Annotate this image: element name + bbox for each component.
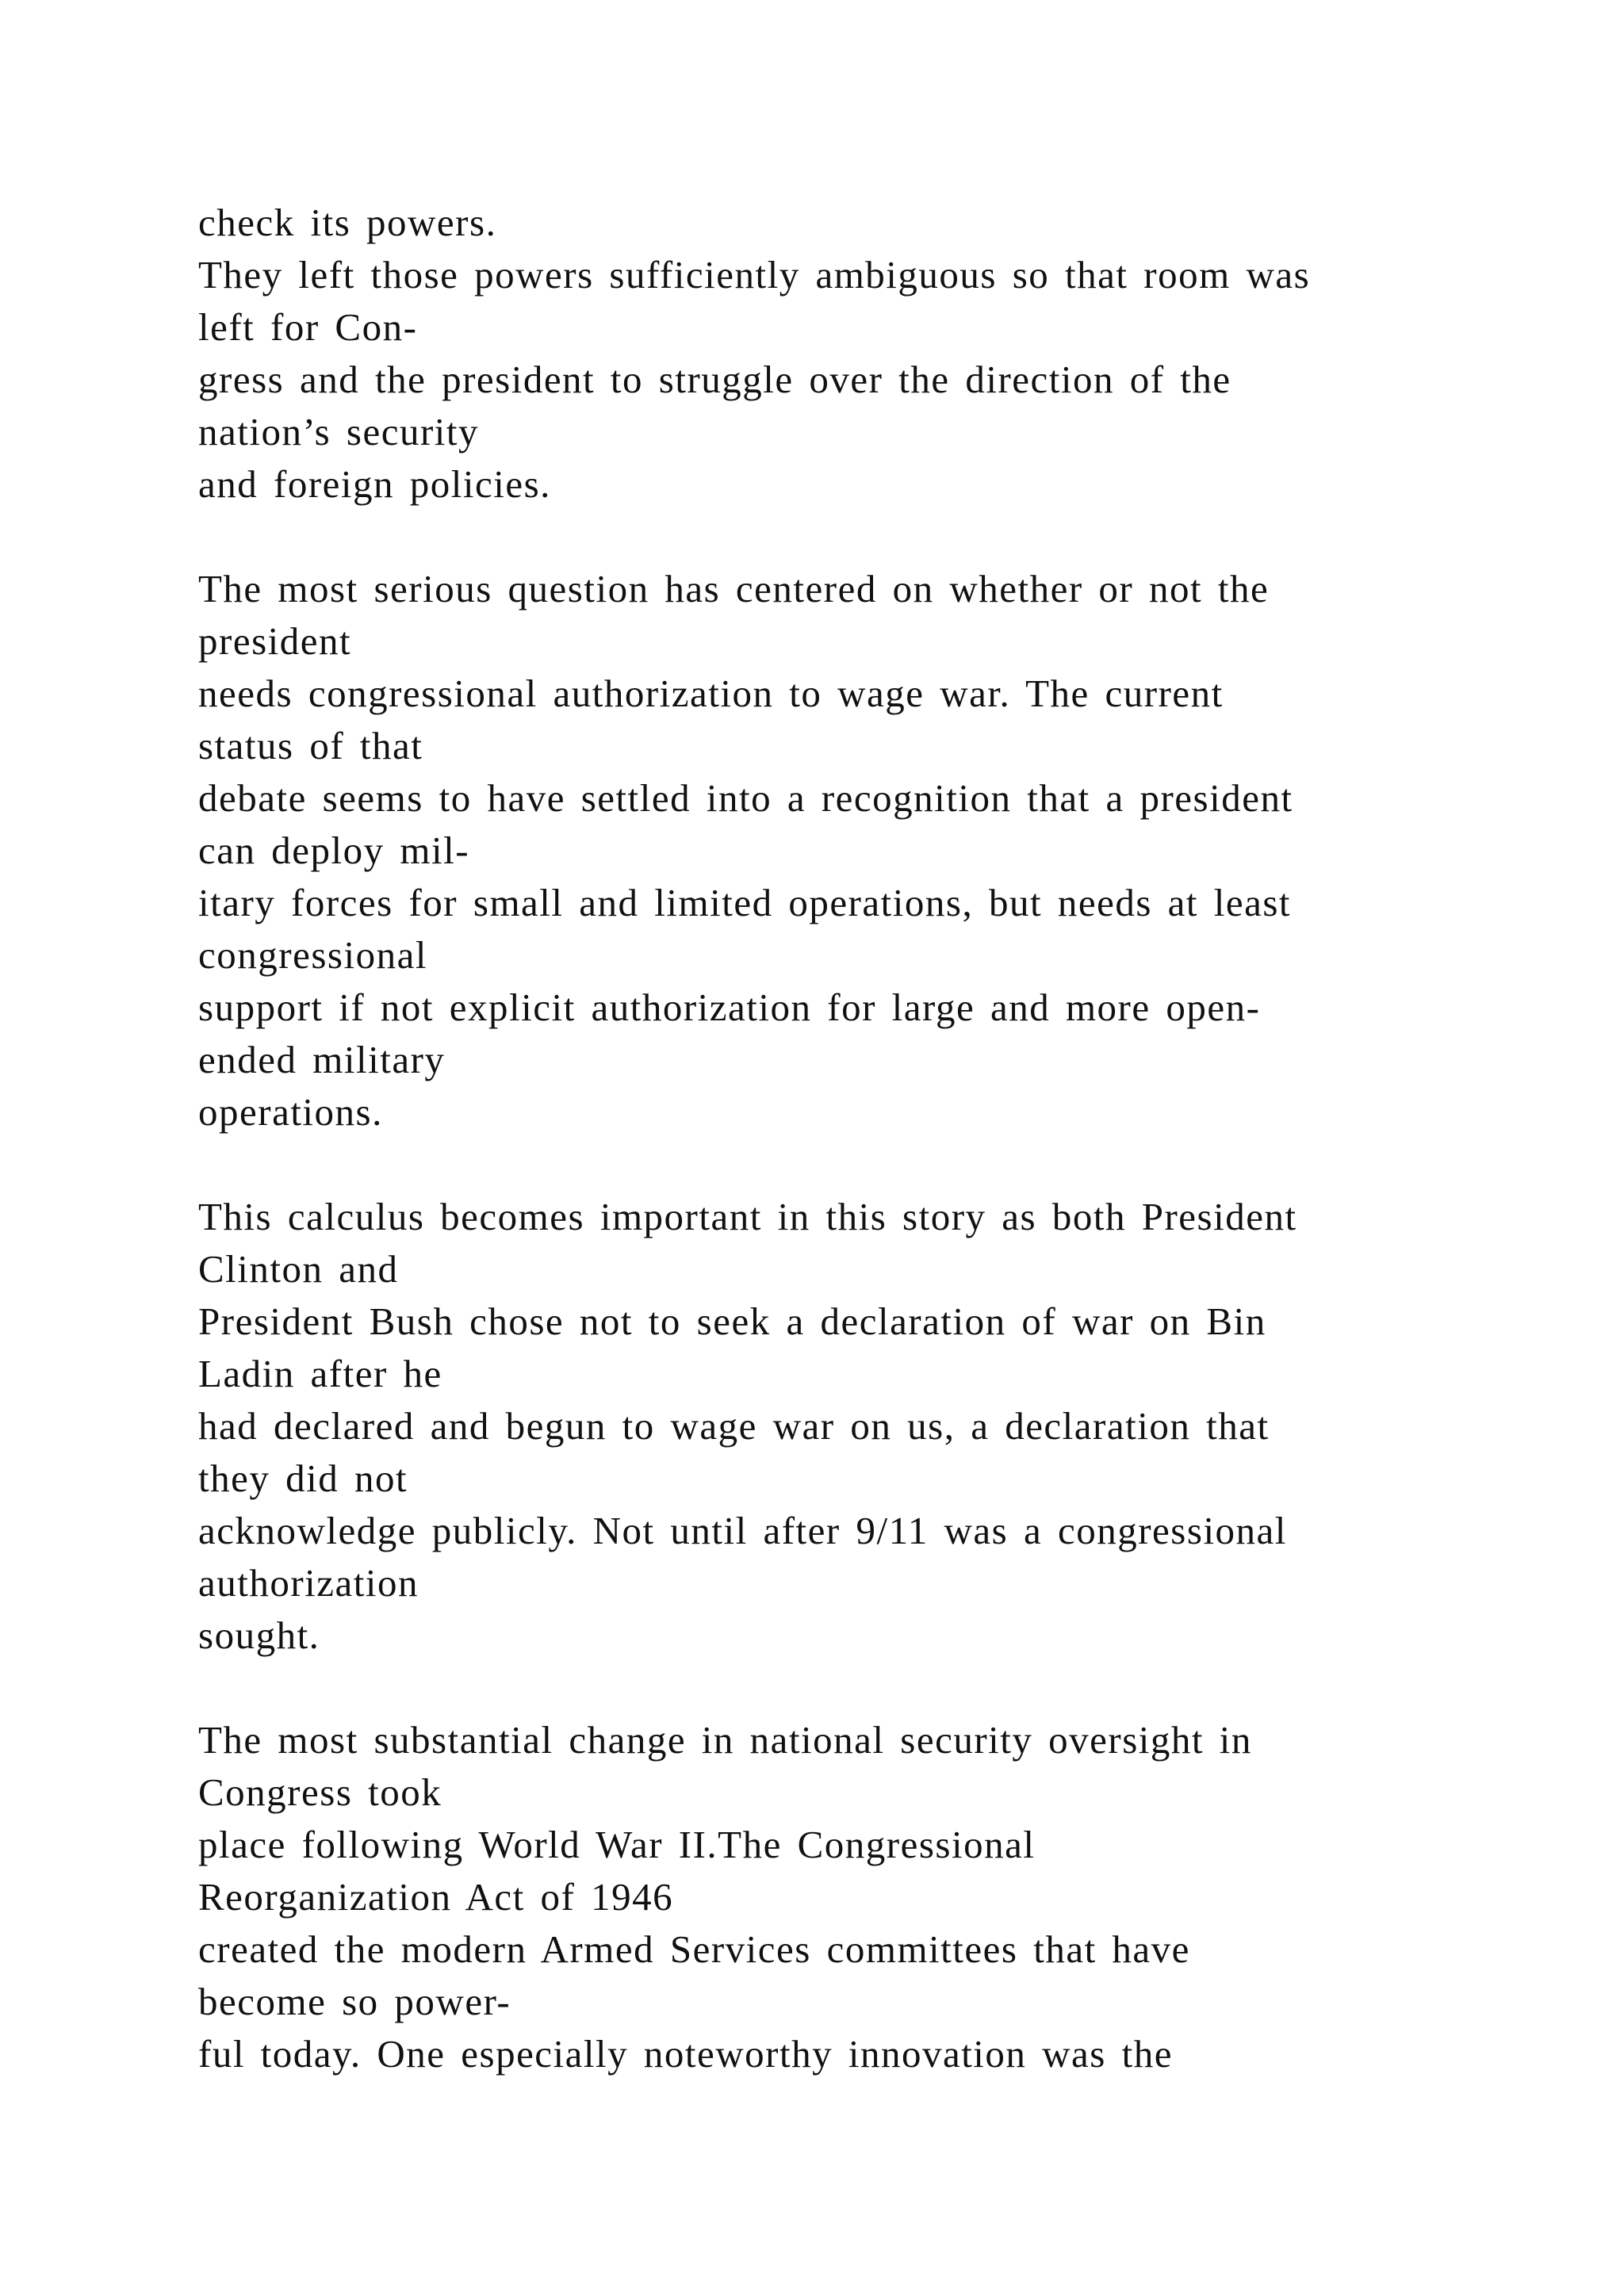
text-line: support if not explicit authorization for large and more open- — [198, 985, 1261, 1029]
text-line: and foreign policies. — [198, 462, 551, 506]
text-line: place following World War II.The Congressional — [198, 1823, 1036, 1866]
paragraph — [198, 197, 1594, 511]
text-line: they did not — [198, 1456, 408, 1500]
text-line: debate seems to have settled into a recognition that a president — [198, 776, 1293, 820]
text-line: president — [198, 619, 352, 663]
text-line: acknowledge publicly. Not until after 9/11 was a congressional — [198, 1509, 1287, 1552]
text-line: status of that — [198, 724, 423, 767]
text-line: gress and the president to struggle over the direction of the — [198, 358, 1231, 401]
text-line: ended military — [198, 1038, 446, 1081]
paragraph — [198, 563, 1594, 1138]
text-line: become so power- — [198, 1980, 511, 2023]
text-line: This calculus becomes important in this story as both President — [198, 1195, 1297, 1238]
text-line: left for Con- — [198, 305, 418, 349]
text-line: operations. — [198, 1090, 383, 1134]
text-line: Reorganization Act of 1946 — [198, 1875, 674, 1919]
text-line: nation’s security — [198, 410, 480, 453]
text-line: check its powers. — [198, 201, 497, 244]
text-line: Congress took — [198, 1770, 442, 1814]
document-body — [198, 197, 1594, 2080]
text-line: Ladin after he — [198, 1352, 442, 1395]
text-line: had declared and begun to wage war on us, a declaration that — [198, 1404, 1270, 1448]
paragraph — [198, 1191, 1594, 1662]
paragraph-spacer — [198, 1662, 1594, 1714]
text-line: itary forces for small and limited operations, but needs at least — [198, 881, 1292, 924]
text-line: Clinton and — [198, 1247, 399, 1291]
text-line: sought. — [198, 1613, 320, 1657]
paragraph-spacer — [198, 1138, 1594, 1191]
paragraph-spacer — [198, 511, 1594, 563]
text-line: They left those powers sufficiently ambiguous so that room was — [198, 253, 1311, 297]
paragraph — [198, 1714, 1594, 2080]
text-line: The most substantial change in national security oversight in — [198, 1718, 1252, 1762]
text-line: congressional — [198, 933, 427, 977]
text-line: The most serious question has centered on whether or not the — [198, 567, 1270, 610]
text-line: authorization — [198, 1561, 419, 1605]
text-line: ful today. One especially noteworthy innovation was the — [198, 2032, 1173, 2076]
text-line: created the modern Armed Services committees that have — [198, 1927, 1190, 1971]
text-line: President Bush chose not to seek a declaration of war on Bin — [198, 1299, 1266, 1343]
text-line: can deploy mil- — [198, 828, 470, 872]
text-line: needs congressional authorization to wage war. The current — [198, 672, 1224, 715]
